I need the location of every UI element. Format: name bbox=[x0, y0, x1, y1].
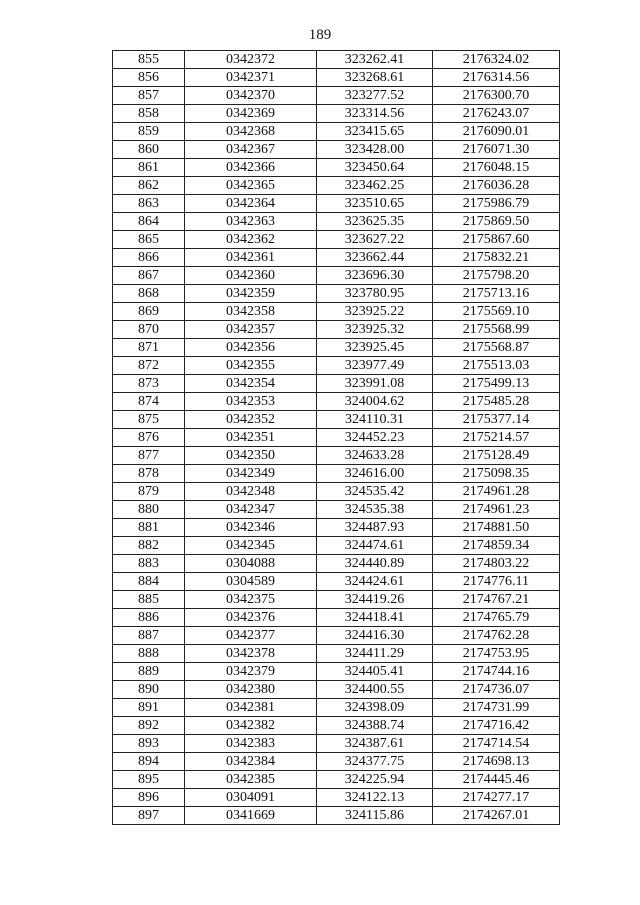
row-index-cell: 871 bbox=[113, 339, 185, 357]
y-coordinate-cell: 2175513.03 bbox=[433, 357, 560, 375]
table-row bbox=[113, 501, 560, 519]
x-coordinate-cell: 324405.41 bbox=[317, 663, 433, 681]
table-row bbox=[113, 213, 560, 231]
y-coordinate-cell: 2175128.49 bbox=[433, 447, 560, 465]
point-id-cell: 0342354 bbox=[185, 375, 317, 393]
y-coordinate-cell: 2174267.01 bbox=[433, 807, 560, 825]
table-row bbox=[113, 537, 560, 555]
point-id-cell: 0342383 bbox=[185, 735, 317, 753]
row-index-cell: 876 bbox=[113, 429, 185, 447]
x-coordinate-cell: 324122.13 bbox=[317, 789, 433, 807]
x-coordinate-cell: 323977.49 bbox=[317, 357, 433, 375]
y-coordinate-cell: 2174859.34 bbox=[433, 537, 560, 555]
point-id-cell: 0342376 bbox=[185, 609, 317, 627]
point-id-cell: 0342370 bbox=[185, 87, 317, 105]
point-id-cell: 0342359 bbox=[185, 285, 317, 303]
y-coordinate-cell: 2176048.15 bbox=[433, 159, 560, 177]
row-index-cell: 883 bbox=[113, 555, 185, 573]
table-row bbox=[113, 699, 560, 717]
row-index-cell: 864 bbox=[113, 213, 185, 231]
row-index-cell: 892 bbox=[113, 717, 185, 735]
table-row bbox=[113, 267, 560, 285]
y-coordinate-cell: 2174753.95 bbox=[433, 645, 560, 663]
y-coordinate-cell: 2175986.79 bbox=[433, 195, 560, 213]
table-row bbox=[113, 141, 560, 159]
y-coordinate-cell: 2176243.07 bbox=[433, 105, 560, 123]
table-row bbox=[113, 321, 560, 339]
row-index-cell: 872 bbox=[113, 357, 185, 375]
y-coordinate-cell: 2175568.87 bbox=[433, 339, 560, 357]
coordinates-table bbox=[112, 50, 560, 825]
table-row bbox=[113, 429, 560, 447]
row-index-cell: 877 bbox=[113, 447, 185, 465]
row-index-cell: 860 bbox=[113, 141, 185, 159]
point-id-cell: 0342362 bbox=[185, 231, 317, 249]
x-coordinate-cell: 323510.65 bbox=[317, 195, 433, 213]
row-index-cell: 888 bbox=[113, 645, 185, 663]
row-index-cell: 869 bbox=[113, 303, 185, 321]
table-row bbox=[113, 411, 560, 429]
row-index-cell: 858 bbox=[113, 105, 185, 123]
point-id-cell: 0342365 bbox=[185, 177, 317, 195]
y-coordinate-cell: 2176324.02 bbox=[433, 51, 560, 69]
table-row bbox=[113, 375, 560, 393]
row-index-cell: 891 bbox=[113, 699, 185, 717]
point-id-cell: 0342358 bbox=[185, 303, 317, 321]
y-coordinate-cell: 2174698.13 bbox=[433, 753, 560, 771]
x-coordinate-cell: 324440.89 bbox=[317, 555, 433, 573]
x-coordinate-cell: 324419.26 bbox=[317, 591, 433, 609]
table-row bbox=[113, 357, 560, 375]
row-index-cell: 893 bbox=[113, 735, 185, 753]
x-coordinate-cell: 324474.61 bbox=[317, 537, 433, 555]
point-id-cell: 0304589 bbox=[185, 573, 317, 591]
table-row bbox=[113, 519, 560, 537]
table-row bbox=[113, 195, 560, 213]
point-id-cell: 0342369 bbox=[185, 105, 317, 123]
x-coordinate-cell: 323428.00 bbox=[317, 141, 433, 159]
point-id-cell: 0304091 bbox=[185, 789, 317, 807]
x-coordinate-cell: 323925.22 bbox=[317, 303, 433, 321]
table-row bbox=[113, 393, 560, 411]
table-row bbox=[113, 645, 560, 663]
x-coordinate-cell: 324487.93 bbox=[317, 519, 433, 537]
x-coordinate-cell: 324110.31 bbox=[317, 411, 433, 429]
row-index-cell: 862 bbox=[113, 177, 185, 195]
table-body bbox=[113, 51, 560, 825]
table-row bbox=[113, 771, 560, 789]
x-coordinate-cell: 323627.22 bbox=[317, 231, 433, 249]
row-index-cell: 868 bbox=[113, 285, 185, 303]
point-id-cell: 0342357 bbox=[185, 321, 317, 339]
point-id-cell: 0342361 bbox=[185, 249, 317, 267]
y-coordinate-cell: 2175377.14 bbox=[433, 411, 560, 429]
table-row bbox=[113, 123, 560, 141]
row-index-cell: 880 bbox=[113, 501, 185, 519]
y-coordinate-cell: 2174961.28 bbox=[433, 483, 560, 501]
point-id-cell: 0342367 bbox=[185, 141, 317, 159]
x-coordinate-cell: 324452.23 bbox=[317, 429, 433, 447]
row-index-cell: 856 bbox=[113, 69, 185, 87]
table-row bbox=[113, 681, 560, 699]
row-index-cell: 878 bbox=[113, 465, 185, 483]
row-index-cell: 894 bbox=[113, 753, 185, 771]
x-coordinate-cell: 324115.86 bbox=[317, 807, 433, 825]
row-index-cell: 896 bbox=[113, 789, 185, 807]
x-coordinate-cell: 323662.44 bbox=[317, 249, 433, 267]
row-index-cell: 870 bbox=[113, 321, 185, 339]
point-id-cell: 0304088 bbox=[185, 555, 317, 573]
x-coordinate-cell: 324004.62 bbox=[317, 393, 433, 411]
point-id-cell: 0341669 bbox=[185, 807, 317, 825]
row-index-cell: 859 bbox=[113, 123, 185, 141]
point-id-cell: 0342377 bbox=[185, 627, 317, 645]
table-row bbox=[113, 753, 560, 771]
y-coordinate-cell: 2174961.23 bbox=[433, 501, 560, 519]
row-index-cell: 879 bbox=[113, 483, 185, 501]
point-id-cell: 0342381 bbox=[185, 699, 317, 717]
table-row bbox=[113, 159, 560, 177]
x-coordinate-cell: 324388.74 bbox=[317, 717, 433, 735]
row-index-cell: 897 bbox=[113, 807, 185, 825]
x-coordinate-cell: 324377.75 bbox=[317, 753, 433, 771]
point-id-cell: 0342379 bbox=[185, 663, 317, 681]
row-index-cell: 884 bbox=[113, 573, 185, 591]
y-coordinate-cell: 2174881.50 bbox=[433, 519, 560, 537]
row-index-cell: 874 bbox=[113, 393, 185, 411]
y-coordinate-cell: 2174765.79 bbox=[433, 609, 560, 627]
y-coordinate-cell: 2174767.21 bbox=[433, 591, 560, 609]
row-index-cell: 863 bbox=[113, 195, 185, 213]
table-row bbox=[113, 177, 560, 195]
row-index-cell: 865 bbox=[113, 231, 185, 249]
row-index-cell: 861 bbox=[113, 159, 185, 177]
x-coordinate-cell: 323780.95 bbox=[317, 285, 433, 303]
point-id-cell: 0342353 bbox=[185, 393, 317, 411]
x-coordinate-cell: 324387.61 bbox=[317, 735, 433, 753]
y-coordinate-cell: 2175485.28 bbox=[433, 393, 560, 411]
row-index-cell: 890 bbox=[113, 681, 185, 699]
table-row bbox=[113, 591, 560, 609]
point-id-cell: 0342382 bbox=[185, 717, 317, 735]
row-index-cell: 889 bbox=[113, 663, 185, 681]
point-id-cell: 0342360 bbox=[185, 267, 317, 285]
y-coordinate-cell: 2174776.11 bbox=[433, 573, 560, 591]
y-coordinate-cell: 2175869.50 bbox=[433, 213, 560, 231]
y-coordinate-cell: 2175832.21 bbox=[433, 249, 560, 267]
x-coordinate-cell: 323314.56 bbox=[317, 105, 433, 123]
x-coordinate-cell: 324411.29 bbox=[317, 645, 433, 663]
table-row bbox=[113, 447, 560, 465]
x-coordinate-cell: 323415.65 bbox=[317, 123, 433, 141]
point-id-cell: 0342355 bbox=[185, 357, 317, 375]
table-row bbox=[113, 555, 560, 573]
y-coordinate-cell: 2176036.28 bbox=[433, 177, 560, 195]
x-coordinate-cell: 324616.00 bbox=[317, 465, 433, 483]
x-coordinate-cell: 323277.52 bbox=[317, 87, 433, 105]
table-row bbox=[113, 231, 560, 249]
point-id-cell: 0342384 bbox=[185, 753, 317, 771]
table-row bbox=[113, 483, 560, 501]
y-coordinate-cell: 2175867.60 bbox=[433, 231, 560, 249]
row-index-cell: 886 bbox=[113, 609, 185, 627]
row-index-cell: 881 bbox=[113, 519, 185, 537]
x-coordinate-cell: 323696.30 bbox=[317, 267, 433, 285]
row-index-cell: 857 bbox=[113, 87, 185, 105]
point-id-cell: 0342363 bbox=[185, 213, 317, 231]
table-row bbox=[113, 303, 560, 321]
table-row bbox=[113, 789, 560, 807]
page-number: 189 bbox=[308, 27, 332, 43]
x-coordinate-cell: 323991.08 bbox=[317, 375, 433, 393]
x-coordinate-cell: 324633.28 bbox=[317, 447, 433, 465]
y-coordinate-cell: 2175798.20 bbox=[433, 267, 560, 285]
point-id-cell: 0342366 bbox=[185, 159, 317, 177]
y-coordinate-cell: 2176300.70 bbox=[433, 87, 560, 105]
y-coordinate-cell: 2175098.35 bbox=[433, 465, 560, 483]
point-id-cell: 0342352 bbox=[185, 411, 317, 429]
row-index-cell: 866 bbox=[113, 249, 185, 267]
point-id-cell: 0342368 bbox=[185, 123, 317, 141]
row-index-cell: 875 bbox=[113, 411, 185, 429]
y-coordinate-cell: 2174716.42 bbox=[433, 717, 560, 735]
table-row bbox=[113, 663, 560, 681]
y-coordinate-cell: 2174445.46 bbox=[433, 771, 560, 789]
table-row bbox=[113, 105, 560, 123]
point-id-cell: 0342347 bbox=[185, 501, 317, 519]
point-id-cell: 0342346 bbox=[185, 519, 317, 537]
table-row bbox=[113, 609, 560, 627]
table-row bbox=[113, 717, 560, 735]
x-coordinate-cell: 324535.42 bbox=[317, 483, 433, 501]
row-index-cell: 855 bbox=[113, 51, 185, 69]
point-id-cell: 0342356 bbox=[185, 339, 317, 357]
x-coordinate-cell: 324225.94 bbox=[317, 771, 433, 789]
y-coordinate-cell: 2176071.30 bbox=[433, 141, 560, 159]
point-id-cell: 0342351 bbox=[185, 429, 317, 447]
row-index-cell: 867 bbox=[113, 267, 185, 285]
y-coordinate-cell: 2175568.99 bbox=[433, 321, 560, 339]
table-row bbox=[113, 249, 560, 267]
row-index-cell: 895 bbox=[113, 771, 185, 789]
point-id-cell: 0342350 bbox=[185, 447, 317, 465]
point-id-cell: 0342349 bbox=[185, 465, 317, 483]
point-id-cell: 0342372 bbox=[185, 51, 317, 69]
y-coordinate-cell: 2175499.13 bbox=[433, 375, 560, 393]
x-coordinate-cell: 323450.64 bbox=[317, 159, 433, 177]
y-coordinate-cell: 2176090.01 bbox=[433, 123, 560, 141]
table-row bbox=[113, 807, 560, 825]
y-coordinate-cell: 2174736.07 bbox=[433, 681, 560, 699]
x-coordinate-cell: 323925.45 bbox=[317, 339, 433, 357]
x-coordinate-cell: 323268.61 bbox=[317, 69, 433, 87]
x-coordinate-cell: 323262.41 bbox=[317, 51, 433, 69]
x-coordinate-cell: 323925.32 bbox=[317, 321, 433, 339]
row-index-cell: 885 bbox=[113, 591, 185, 609]
y-coordinate-cell: 2174744.16 bbox=[433, 663, 560, 681]
point-id-cell: 0342375 bbox=[185, 591, 317, 609]
y-coordinate-cell: 2175713.16 bbox=[433, 285, 560, 303]
row-index-cell: 887 bbox=[113, 627, 185, 645]
y-coordinate-cell: 2174714.54 bbox=[433, 735, 560, 753]
point-id-cell: 0342364 bbox=[185, 195, 317, 213]
x-coordinate-cell: 324535.38 bbox=[317, 501, 433, 519]
table-row bbox=[113, 465, 560, 483]
x-coordinate-cell: 324398.09 bbox=[317, 699, 433, 717]
row-index-cell: 882 bbox=[113, 537, 185, 555]
point-id-cell: 0342380 bbox=[185, 681, 317, 699]
y-coordinate-cell: 2174277.17 bbox=[433, 789, 560, 807]
point-id-cell: 0342378 bbox=[185, 645, 317, 663]
point-id-cell: 0342348 bbox=[185, 483, 317, 501]
table-row bbox=[113, 285, 560, 303]
point-id-cell: 0342371 bbox=[185, 69, 317, 87]
table-row bbox=[113, 87, 560, 105]
row-index-cell: 873 bbox=[113, 375, 185, 393]
x-coordinate-cell: 323625.35 bbox=[317, 213, 433, 231]
table-row bbox=[113, 735, 560, 753]
table-row bbox=[113, 573, 560, 591]
x-coordinate-cell: 324400.55 bbox=[317, 681, 433, 699]
y-coordinate-cell: 2174731.99 bbox=[433, 699, 560, 717]
table-row bbox=[113, 51, 560, 69]
y-coordinate-cell: 2175569.10 bbox=[433, 303, 560, 321]
y-coordinate-cell: 2176314.56 bbox=[433, 69, 560, 87]
point-id-cell: 0342385 bbox=[185, 771, 317, 789]
x-coordinate-cell: 324418.41 bbox=[317, 609, 433, 627]
x-coordinate-cell: 323462.25 bbox=[317, 177, 433, 195]
table-row bbox=[113, 627, 560, 645]
table-row bbox=[113, 69, 560, 87]
y-coordinate-cell: 2174803.22 bbox=[433, 555, 560, 573]
y-coordinate-cell: 2174762.28 bbox=[433, 627, 560, 645]
x-coordinate-cell: 324424.61 bbox=[317, 573, 433, 591]
table-row bbox=[113, 339, 560, 357]
point-id-cell: 0342345 bbox=[185, 537, 317, 555]
x-coordinate-cell: 324416.30 bbox=[317, 627, 433, 645]
y-coordinate-cell: 2175214.57 bbox=[433, 429, 560, 447]
